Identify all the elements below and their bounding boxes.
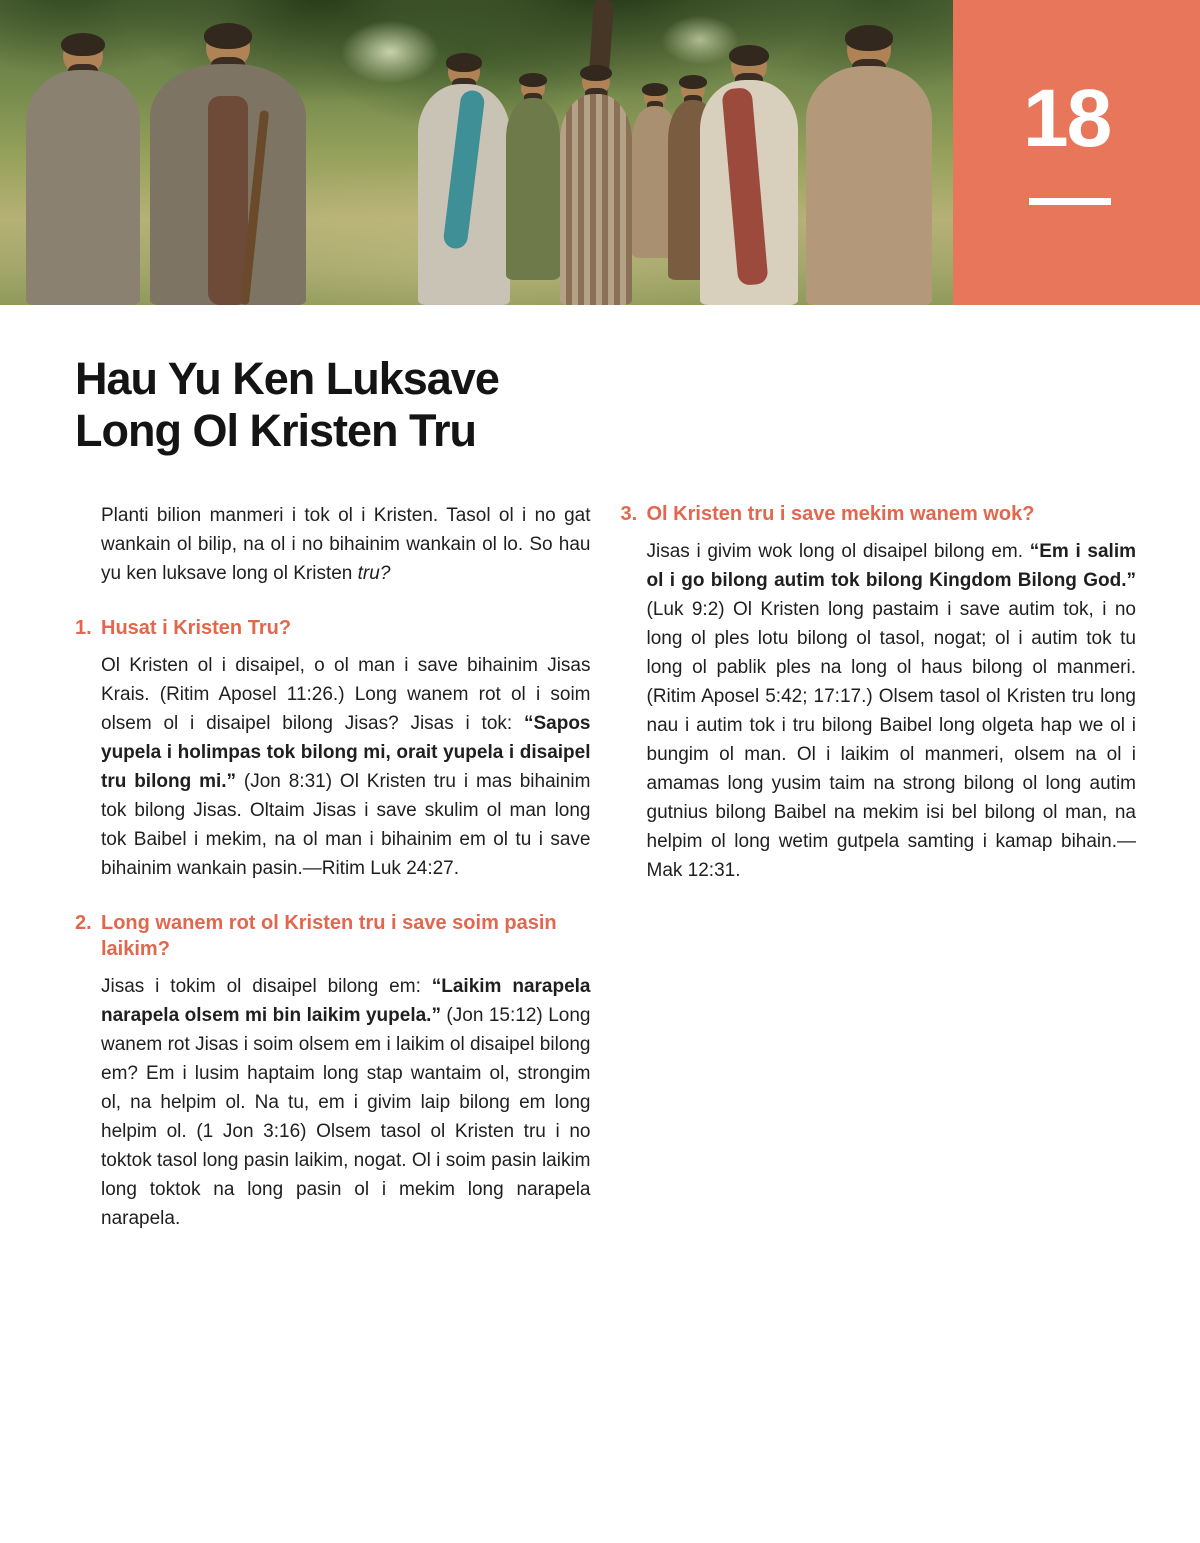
left-column (75, 501, 591, 1233)
section-1-paragraph: Ol Kristen ol i disaipel, o ol man i save bihainim Jisas Krais. (Ritim Aposel 11:26.) Long wanem rot ol i soim olsem ol i disaipel bilong Jisas? Jisas i tok: “Sapos yupela i holimpas tok bilong mi, orait yupela i disaipel tru bilong mi.” (Jon 8:31) Ol Kristen tru i mas bihainim tok bilong Jisas. Oltaim Jisas i save skulim ol man long tok Baibel i mekim, na ol man i bihainim em ol tu i save bihainim wankain pasin.—Ritim Luk 24:27. (101, 655, 591, 880)
page-title (75, 353, 1136, 457)
hero-figure (806, 28, 932, 305)
figure-head (521, 76, 545, 100)
section-3 (621, 501, 1137, 885)
intro-paragraph: Planti bilion manmeri i tok ol i Kristen. Tasol ol i no gat wankain ol bilip, na ol i no bihainim wankain ol lo. So hau yu ken luksave long ol Kristen tru? (101, 505, 591, 585)
section-3-number: 3. (620, 503, 638, 526)
figure-robe (560, 94, 632, 305)
section-3-title: Ol Kristen tru i save mekim wanem wok? (646, 503, 1035, 526)
figure-head (731, 48, 767, 84)
page-content (0, 305, 1200, 1233)
hero-figure (700, 48, 798, 305)
figure-robe (806, 66, 932, 305)
figure-robe (506, 98, 560, 280)
chapter-underline (1029, 198, 1111, 205)
section-1-heading (75, 615, 591, 641)
section-2-paragraph: Jisas i tokim ol disaipel bilong em: “Laikim narapela narapela olsem mi bin laikim yupela.” (Jon 15:12) Long wanem rot Jisas i soim olsem em i laikim ol disaipel bilong em? Em i lusim haptaim long stap wantaim ol, strongim ol, na helpim ol. Na tu, em i givim laip bilong em long helpim ol. (1 Jon 3:16) Olsem tasol ol Kristen tru i no toktok tasol long pasin laikim, nogat. Ol i soim pasin laikim long toktok na long pasin ol i mekim long narapela narapela. (101, 976, 591, 1230)
hero-figure (560, 68, 632, 305)
section-2-number: 2. (75, 912, 92, 935)
section-1-title: Husat i Kristen Tru? (101, 617, 292, 640)
hero-row (0, 0, 1200, 305)
hero-figure (26, 36, 140, 305)
page-title-line1: Hau Yu Ken Luksave (75, 353, 499, 404)
section-1-number: 1. (75, 617, 92, 640)
section-3-paragraph: Jisas i givim wok long ol disaipel bilong em. “Em i salim ol i go bilong autim tok bilong Kingdom Bilong God.” (Luk 9:2) Ol Kristen long pastaim i save autim tok, i no long ol ples lotu bilong ol tasol, nogat; ol i autim tok tu long ol pablik ples na long ol haus bilong ol manmeri. (Ritim Aposel 5:42; 17:17.) Olsem tasol ol Kristen tru long nau i autim tok i tru bilong Baibel long olgeta hap we ol i bungim ol man. Ol i laikim ol manmeri, olsem na ol i amamas long yusim taim na strong bilong ol long autim gutnius bilong Baibel na mekim isi bel bilong ol man, na helpim ol long wetim gutpela samting i kamap bihain.—Mak 12:31. (646, 541, 1136, 882)
section-2-heading (75, 910, 591, 962)
hero-photo (0, 0, 953, 305)
chapter-number: 18 (1023, 73, 1111, 164)
section-2-title: Long wanem rot ol Kristen tru i save soim pasin laikim? (101, 912, 557, 961)
right-column (621, 501, 1137, 1233)
figure-robe (26, 70, 140, 305)
figure-head (582, 68, 610, 96)
section-3-heading (621, 501, 1137, 527)
hero-figure (506, 76, 560, 280)
page-title-line2: Long Ol Kristen Tru (75, 405, 477, 457)
section-1 (75, 615, 591, 883)
hero-figure (418, 56, 510, 305)
hero-figure (150, 26, 306, 305)
two-column-layout (75, 501, 1136, 1233)
chapter-number-block (953, 0, 1200, 305)
figure-head (644, 86, 666, 108)
section-2 (75, 910, 591, 1233)
